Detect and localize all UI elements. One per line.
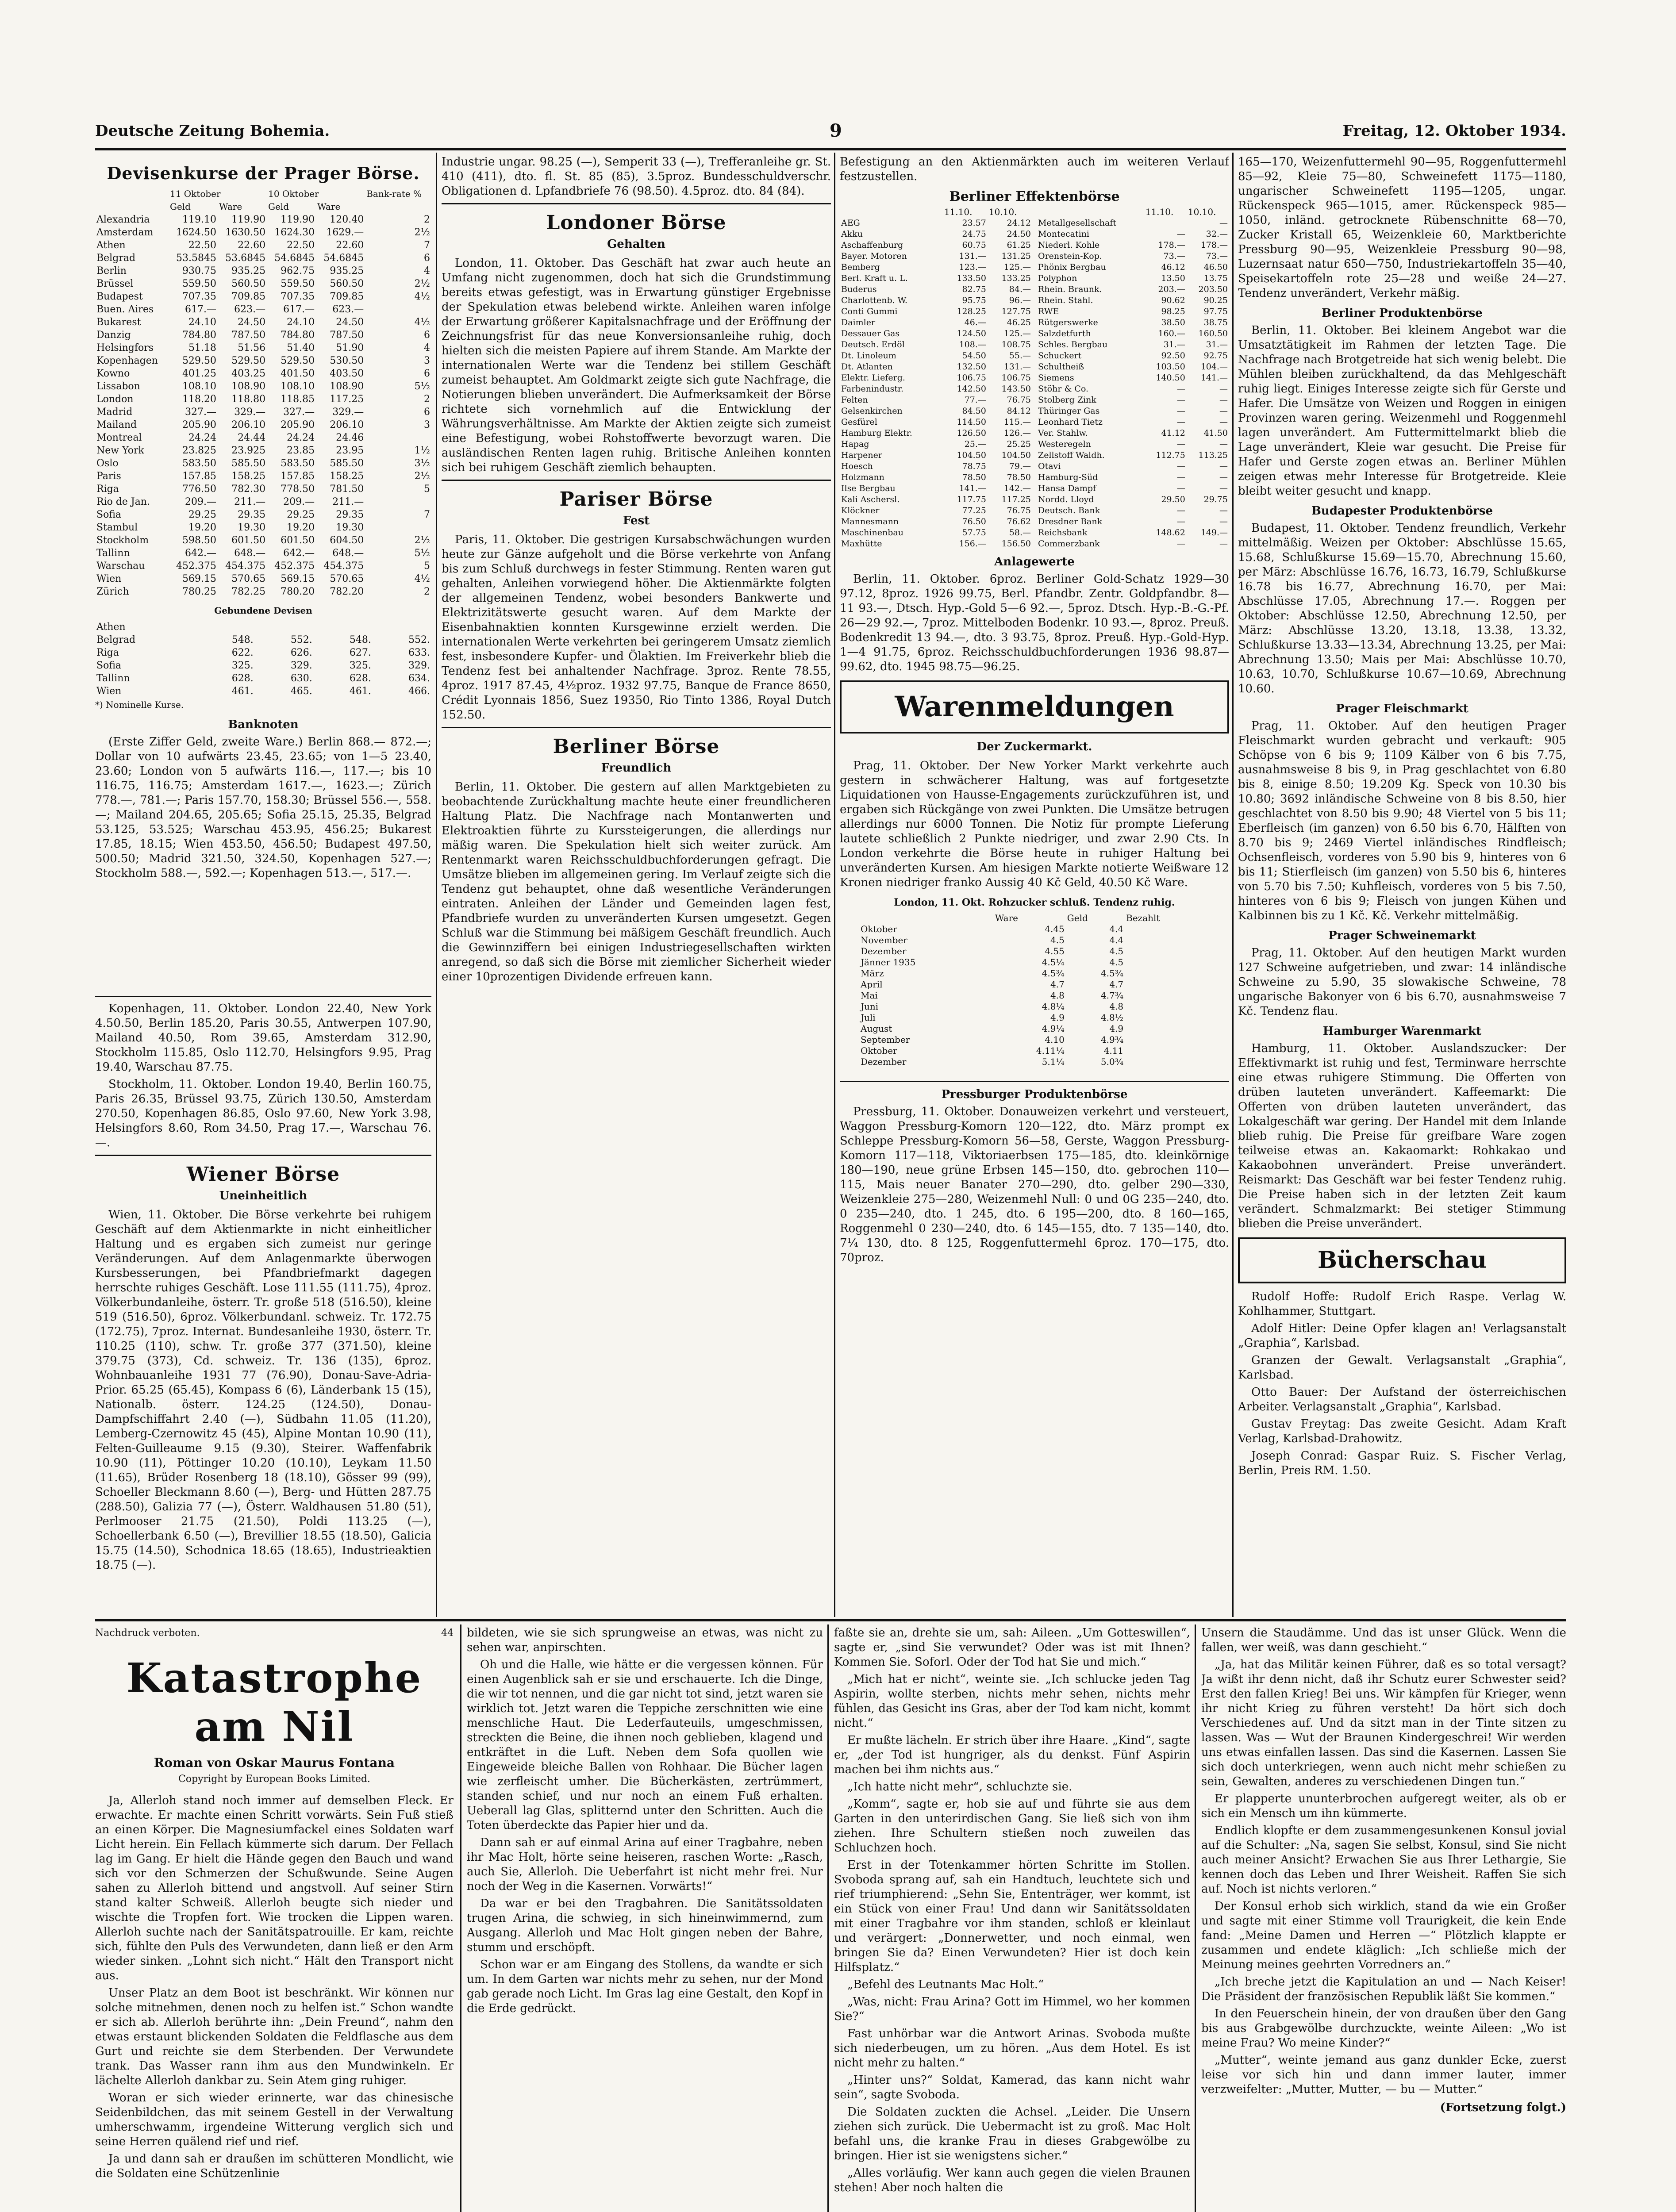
effekten-row: Phönix Bergbau 46.12 46.50 xyxy=(1038,262,1228,272)
london-text: London, 11. Oktober. Das Geschäft hat zwar auch heute an Umfang nicht zugenommen, doch hat sich die Grundstimmung bereits etwas gefestigt, was in Erwartung günstiger Ergebnisse der Spekulation etwas belebend wirkte. Anleihen waren infolge der Erwartung größerer Kapitalsnachfrage und der Eröffnung der Zeichnungsfrist für das neue Konversionsanleihe ruhig, doch hielten sich die meisten Papiere auf ihrem Stande. Am Markte der internationalen Werte war die Tendenz bei stillem Geschäft zumeist behauptet. Am Goldmarkt zeigte sich gute Nachfrage, die Notierungen blieben unverändert. Die Aufmerksamkeit der Börse richtete sich vornehmlich auf die Entwicklung der Währungsverhältnisse. Am Markte der Aktien zeigte sich zumeist eine Befestigung, wobei Rohstoffwerte bevorzugt waren. Die ausländischen Renten lagen ruhig. Britische Anleihen konnten sich bei ruhigem Geschäft ziemlich behaupten. xyxy=(442,257,831,474)
effekten-row: Rhein. Stahl. 90.62 90.25 xyxy=(1038,296,1228,305)
devisen-row: Mailand 205.90 206.10 205.90 206.10 3 xyxy=(96,419,430,430)
berlin-text: Berlin, 11. Oktober. Die gestern auf allen Marktgebieten zu beobachtende Zurückhaltung machte heute einer freundlicheren Haltung Platz. Die Nachfrage nach Montanwerten und Elektroaktien führte zu Kurssteigerungen, die allerdings nur mäßig waren. Die Spekulation hielt sich weiter zurück. Am Rentenmarkt waren Reichsschuldbuchforderungen gefragt. Die Umsätze blieben im allgemeinen gering. Im Verlauf zeigte sich die Tendenz gut behauptet, ohne daß wesentliche Veränderungen eintraten. Anleihen der Länder und Gemeinden lagen fest, Pfandbriefe wurden zu unveränderten Kursen umgesetzt. Gegen Schluß war die Stimmung bei mäßigem Geschäft freundlich. Auch die Gewinnziffern bei einigen Industriegesellschaften wirkten anregend, so daß sich die Börse mit ziemlicher Sicherheit wieder einer 10prozentigen Dividende erfreuen kann. xyxy=(442,780,831,983)
novel-paragraph: „Alles vorläufig. Wer kann auch gegen die vielen Braunen stehen! Aber noch halten die xyxy=(834,2166,1190,2194)
column-divider xyxy=(834,153,835,1617)
newspaper-name: Deutsche Zeitung Bohemia. xyxy=(95,122,330,140)
effekten-row: Mannesmann 76.50 76.62 xyxy=(841,517,1031,526)
novel-paragraph: Da war er bei den Tragbahren. Die Sanitätssoldaten trugen Arina, die schwieg, in sich hineinwimmernd, zum Ausgang. Allerloh und Mac Holt gingen neben der Bahre, stumm und erschöpft. xyxy=(467,1897,823,1954)
novel-paragraph: „Ja, hat das Militär keinen Führer, daß es so total versagt? Ja wißt ihr denn nicht, daß ihr Schutz eurer Schwester seid? Erst den fallen Krieg! Bei uns. Wir kämpfen für Krieger, wenn ihr nicht Krieg zu führen versteht! Da hört sich doch Verschiedenes auf. Und da sitzt man in der Tinte sitzen zu lassen. Was — Wut der Braunen Kindergeschrei! Wir werden uns etwas einfallen lassen. Das sind die Kasernen. Lassen Sie sich doch unterkriegen, wenn auch nicht mehr schießen zu sein, Gewalten, anderes zu verschiedenen Dingen tun.“ xyxy=(1201,1658,1566,1788)
novel-paragraph: Ja, Allerloh stand noch immer auf demselben Fleck. Er erwachte. Er machte einen Schritt vorwärts. Sein Fuß stieß an einen Körper. Die Magnesiumfackel eines Soldaten warf Licht herein. Ein Fellach kümmerte sich darum. Der Fellach lag im Gang. Er hielt die Hände gegen den Bauch und wand sich vor den Schmerzen der Schußwunde. Seine Augen sahen zu Allerloh bittend und angstvoll. Auf seiner Stirn stand kalter Schweiß. Allerloh beugte sich nieder und wischte die Tropfen fort. Wie trocken die Lippen waren. Allerloh suchte nach der Sanitätspatrouille. Er kam, reichte sich, fühlte den Puls des Verwundeten, dann ließ er den Arm wieder sinken. „Lohnt sich nicht.“ Hält den Transport nicht aus. xyxy=(95,1794,454,1982)
effekten-row: Stolberg Zink — — xyxy=(1038,395,1228,405)
column-divider xyxy=(1195,1624,1196,2212)
section-rule xyxy=(95,1619,1566,1621)
devisen-row: Brüssel 559.50 560.50 559.50 560.50 2½ xyxy=(96,278,430,289)
novel-paragraph: „Ich breche jetzt die Kapitulation an und — Nach Keiser! Die Präsident der französischen Republik läßt Sie kommen.“ xyxy=(1201,1975,1566,2003)
column-divider xyxy=(460,1624,461,2212)
effekten-row: Kali Aschersl. 117.75 117.25 xyxy=(841,495,1031,504)
effekten-row: Salzdetfurth 160.— 160.50 xyxy=(1038,329,1228,338)
novel-paragraph: „Was, nicht: Frau Arina? Gott im Himmel, wo her kommen Sie?“ xyxy=(834,1995,1190,2023)
buecher-box xyxy=(1238,1237,1566,1283)
effekten-row: Schuckert 92.50 92.75 xyxy=(1038,351,1228,361)
stockholm-text: Stockholm, 11. Oktober. London 19.40, Berlin 160.75, Paris 26.35, Brüssel 93.75, Zürich 130.50, Amsterdam 270.50, Kopenhagen 86.85, Oslo 97.60, New York 3.98, Helsingfors 8.60, Rom 34.50, Prag 17.—, Warschau 76.—. xyxy=(95,1078,431,1149)
devisen-row: Riga 776.50 782.30 778.50 781.50 5 xyxy=(96,484,430,495)
novel-paragraph: Der Konsul erhob sich wirklich, stand da wie ein Großer und sagte mit einer Stimme voll Traurigkeit, die kein Ende fand: „Meine Damen und Herren —“ Plötzlich klappte er zusammen und endete kläglich: „Ich schließe mich der Meinung meines geehrten Vorredners an.“ xyxy=(1201,1900,1566,1971)
continuation-note: (Fortsetzung folgt.) xyxy=(1440,2101,1566,2114)
effekten-row: Bemberg 123.— 125.— xyxy=(841,262,1031,272)
column-divider xyxy=(827,1624,829,2212)
book-entry: Granzen der Gewalt. Verlagsanstalt „Graphia“, Karlsbad. xyxy=(1238,1354,1566,1382)
novel-paragraph: Schon war er am Eingang des Stollens, da wandte er sich um. In dem Garten war nichts mehr zu sehen, nur der Mond gab gerade noch Licht. Im Gras lag eine Gestalt, den Kopf in die Erde gedrückt. xyxy=(467,1958,823,2015)
effekten-row: Otavi — — xyxy=(1038,461,1228,471)
effekten-row: Holzmann 78.50 78.50 xyxy=(841,472,1031,482)
zucker-row: Juli 4.9 4.8½ xyxy=(861,1012,1124,1023)
column-divider xyxy=(1232,153,1234,1617)
novel-paragraph: bildeten, wie sie sich sprungweise an etwas, was nicht zu sehen war, anpirschten. xyxy=(467,1626,823,1654)
column-produkten xyxy=(1238,155,1566,1615)
novel-paragraph: Oh und die Halle, wie hätte er die vergessen können. Für einen Augenblick sah er sie und erschauerte. Ich die Dinge, die wir tot nennen, und die gar nicht tot sind, jetzt waren sie wirklich tot. Jetzt waren die Teppiche zerschnitten wie eine menschliche Haut. Die Lederfauteuils, umgeschmissen, streckten die Beine, die ihnen noch geblieben, klagend und entkräftet in die Luft. Neben dem Sofa quollen wie Eingeweide bleiche Ballen von Rohhaar. Die Bücher lagen wie zerfleischt umher. Die Bücherkästen, zertrümmert, standen schief, und nur noch an einem Fuß erhalten. Ueberall lag Glas, splitternd unter den Schritten. Auch die Toten überdeckte das Papier hier und da. xyxy=(467,1658,823,1832)
devisen-row: Lissabon 108.10 108.90 108.10 108.90 5½ xyxy=(96,381,430,392)
gebundene-row: Athen xyxy=(96,622,126,633)
novel-paragraph: Fast unhörbar war die Antwort Arinas. Svoboda mußte sich niederbeugen, um zu hören. „Aus dem Hotel. Es ist nicht mehr zu halten.“ xyxy=(834,2027,1190,2070)
budapest-text: Budapest, 11. Oktober. Tendenz freundlich, Verkehr mittelmäßig. Weizen per Oktober: Abschlüsse 15.65, 15.68, Schlußkurse 15.69—15.70, Abrechnung 15.60, per März: Abschlüsse 16.76, 16.73, 16.79, Schlußkurse 16.78 bis 16.77, Abrechnung 16.70, per Mai: Abschlüsse 17.05, Abrechnung 17.—. Roggen per Oktober: Abschlüsse 12.50, Abrechnung 12.50, per März: Abschlüsse 13.20, 13.18, 13.38, 13.32, Schlußkurse 13.33—13.34, Abrechnung 13.25, per Mai: Abrechnung 13.50; Mais per Mai: Abschlüsse 10.70, 10.63, 10.70, Schlußkurse 10.67—10.69, Abrechnung 10.60. xyxy=(1238,522,1566,695)
effekten-title: Berliner Effektenbörse xyxy=(949,189,1120,204)
effekten-row: Rhein. Braunk. 203.— 203.50 xyxy=(1038,284,1228,294)
kopenhagen-text: Kopenhagen, 11. Oktober. London 22.40, New York 4.50.50, Berlin 185.20, Paris 30.55, Antwerpen 107.90, Mailand 40.50, Rom 39.65, Amsterdam 312.90, Stockholm 115.85, Oslo 112.70, Helsingfors 9.95, Prag 19.40, Warschau 87.75. xyxy=(95,1002,431,1074)
novel-copyright: Copyright by European Books Limited. xyxy=(178,1774,370,1785)
zucker-row: Oktober 4.45 4.4 xyxy=(861,924,1124,934)
fleisch-title: Prager Fleischmarkt xyxy=(1336,702,1468,715)
novel-paragraph: Ja und dann sah er draußen im schütteren Mondlicht, wie die Soldaten eine Schützenlinie xyxy=(95,2152,454,2180)
devisen-row: London 118.20 118.80 118.85 117.25 2 xyxy=(96,394,430,405)
issue-date: Freitag, 12. Oktober 1934. xyxy=(1342,122,1566,140)
novel-column-2 xyxy=(467,1626,823,2212)
effekten-left: 11.10. 10.10. AEG 23.57 24.12 Akku 24.75 24.50 Aschaffenburg 60.75 61.25 Bayer. Motoren 131.— 131.25 Bemberg 123.— 125.— Berl. Kraft u. L. 133.50 133.25 Buderus 82.75 84.— Charlottenb. W. 95.75 96.— Conti Gummi 128.25 127.75 Daimler 46.— 46.25 Dessauer Gas 124.50 125.— Deutsch. Erdöl 108.— 108.75 Dt. Linoleum 54.50 55.— Dt. Atlanten 132.50 131.— Elektr. Lieferg. 106.75 106.75 Farbenindustr. 142.50 143.50 Felten 77.— 76.75 Gelsenkirchen 84.50 84.12 Gesfürel 114.50 115.— Hamburg Elektr. 126.50 126.— Hapag 25.— 25.25 Harpener 104.50 104.50 Hoesch 78.75 79.— Holzmann 78.50 78.50 Ilse Bergbau 141.— 142.— Kali Aschersl. 117.75 117.25 Klöckner 77.25 76.75 Mannesmann 76.50 76.62 Maschinenbau 57.75 58.— Maxhütte 156.— 156.50 xyxy=(840,207,1032,549)
book-entry: Adolf Hitler: Deine Opfer klagen an! Verlagsanstalt „Graphia“, Karlsbad. xyxy=(1238,1322,1566,1350)
novel-paragraph: In den Feuerschein hinein, der von draußen über den Gang bis aus Grabgewölbe durchzuckte, weinte Aileen: „Wo ist meine Frau? Wo meine Kinder?“ xyxy=(1201,2007,1566,2050)
effekten-tables xyxy=(840,207,1229,549)
pressburg-title: Pressburger Produktenbörse xyxy=(941,1088,1128,1101)
book-entry: Joseph Conrad: Gaspar Ruiz. S. Fischer Verlag, Berlin, Preis RM. 1.50. xyxy=(1238,1449,1566,1477)
hamburg-title: Hamburger Warenmarkt xyxy=(1322,1025,1482,1038)
wien-sub: Uneinheitlich xyxy=(219,1189,308,1202)
effekten-row: Klöckner 77.25 76.75 xyxy=(841,506,1031,515)
zucker-row: Dezember 5.1¼ 5.0¾ xyxy=(861,1056,1124,1067)
zucker-row: Jänner 1935 4.5¼ 4.5 xyxy=(861,957,1124,968)
anlage-title: Anlagewerte xyxy=(994,555,1075,568)
banknoten-title: Banknoten xyxy=(228,718,299,731)
devisen-row: Wien 569.15 570.65 569.15 570.65 4½ xyxy=(96,573,430,584)
london-title: Londoner Börse xyxy=(546,211,727,234)
effekten-row: Harpener 104.50 104.50 xyxy=(841,450,1031,460)
devisen-row: Buen. Aires 617.— 623.— 617.— 623.— xyxy=(96,304,364,315)
effekten-row: Gelsenkirchen 84.50 84.12 xyxy=(841,406,1031,416)
zucker-row: März 4.5¾ 4.5¾ xyxy=(861,968,1124,979)
book-entry: Rudolf Hoffe: Rudolf Erich Raspe. Verlag W. Kohlhammer, Stuttgart. xyxy=(1238,1290,1566,1318)
effekten-row: Daimler 46.— 46.25 xyxy=(841,318,1031,327)
devisen-row: Danzig 784.80 787.50 784.80 787.50 6 xyxy=(96,330,430,341)
effekten-row: Berl. Kraft u. L. 133.50 133.25 xyxy=(841,273,1031,283)
effekten-row: Polyphon 13.50 13.75 xyxy=(1038,273,1228,283)
effekten-row: Elektr. Lieferg. 106.75 106.75 xyxy=(841,373,1031,383)
novel-title: Katastrophe am Nil xyxy=(126,1654,423,1751)
column-boersen xyxy=(442,155,831,1615)
column-effekten xyxy=(840,155,1229,1615)
devisen-row: Budapest 707.35 709.85 707.35 709.85 4½ xyxy=(96,291,430,302)
devisen-row: Belgrad 53.5845 53.6845 54.6845 54.6845 6 xyxy=(96,253,430,264)
fleisch-text: Prag, 11. Oktober. Auf den heutigen Prager Fleischmarkt wurden gebracht und verkauft: 905 Schöpse von 6 bis 9; 1109 Kälber von 6 bis 7.75, ausnahmsweise 8 bis 9, in Prag geschlachtet von 6.80 bis 8, einige 8.50; 19.209 Kg. Speck von 10.30 bis 10.80; 3692 inländische Schweine von 8 bis 8.50, hier geschlachtet von 8.50 bis 9.90; 48 Viertel von 5 bis 11; Eberfleisch (im ganzen) von 6.50 bis 6.70, Hälften von 8.70 bis 9; 2469 Viertel inländisches Rindfleisch; Ochsenfleisch, vorderes von 5.90 bis 9, hinteres von 6 bis 11; Stierfleisch (im ganzen) von 5.50 bis 6, hinteres von 5.70 bis 7.50; Kuhfleisch, vorderes von 5 bis 7.50, hinteres von 6 bis 9; Fleisch von jungen Kühen und Kalbinnen bis zu 1 Kč. Kč. Verkehr mittelmäßig. xyxy=(1238,719,1566,922)
buecher-list xyxy=(1238,1290,1566,1478)
waren-box xyxy=(840,680,1229,733)
reprint-note: Nachdruck verboten. xyxy=(95,1628,200,1639)
banknoten-text: (Erste Ziffer Geld, zweite Ware.) Berlin 868.— 872.—; Dollar von 10 aufwärts 23.45, 23.65; von 1—5 23.40, 23.60; London von 5 aufwärts 116.—, 117.—; bis 10 116.75, 116.75; Amsterdam 1617.—, 1623.—; Zürich 778.—, 781.—; Paris 157.70, 158.30; Brüssel 556.—, 558.—; Mailand 204.65, 205.65; Sofia 25.15, 25.35, Belgrad 53.125, 53.525; Warschau 453.95, 456.25; Bukarest 17.85, 18.15; Wien 453.50, 456.50; Budapest 497.50, 500.50; Madrid 321.50, 324.50, Kopenhagen 527.—; Stockholm 588.—, 592.—; Kopenhagen 513.—, 517.—. xyxy=(95,735,431,880)
devisen-row: Tallinn 642.— 648.— 642.— 648.— 5½ xyxy=(96,548,430,559)
effekten-row: Ver. Stahlw. 41.12 41.50 xyxy=(1038,428,1228,438)
effekten-row: AEG 23.57 24.12 xyxy=(841,218,1031,228)
novel-paragraph: „Ich hatte nicht mehr“, schluchzte sie. xyxy=(847,1780,1072,1793)
devisen-row: Berlin 930.75 935.25 962.75 935.25 4 xyxy=(96,265,430,276)
effekten-row: Buderus 82.75 84.— xyxy=(841,284,1031,294)
effekten-row: Aschaffenburg 60.75 61.25 xyxy=(841,240,1031,250)
zucker-row: Juni 4.8¼ 4.8 xyxy=(861,1001,1124,1012)
effekten-row: Hamburg-Süd — — xyxy=(1038,472,1228,482)
gebundene-row: Belgrad 548. 552. 548. 552. xyxy=(96,634,430,645)
effekten-row: Thüringer Gas — — xyxy=(1038,406,1228,416)
effekten-row: Nordd. Lloyd 29.50 29.75 xyxy=(1038,495,1228,504)
devisen-row: Athen 22.50 22.60 22.50 22.60 7 xyxy=(96,240,430,251)
zucker-text: Prag, 11. Oktober. Der New Yorker Markt verkehrte auch gestern in schwächerer Haltung, was auf fortgesetzte Liquidationen von Hausse-Engagements zurückzuführen ist, und ergaben sich Rückgänge von zwei Punkten. Die Umsätze betrugen allerdings nur 6000 Tonnen. Die Notiz für prompte Lieferung lautete schließlich 2 Punkte niedriger, und zwar 2.90 Cts. In London verkehrte die Börse heute in ruhiger Haltung bei unveränderten Kursen. Am hiesigen Markte notierte Weißware 12 Kronen niedriger franko Aussig 40 Kč Geld, 40.50 Kč Ware. xyxy=(840,759,1229,889)
page-number: 9 xyxy=(830,120,842,141)
novel-paragraph: „Mutter“, weinte jemand aus ganz dunkler Ecke, zuerst leise vor sich hin und dann immer lauter, immer verzweifelter: „Mutter, Mutter, — bu — Mutter.“ xyxy=(1201,2054,1566,2096)
novel-paragraph: Die Soldaten zuckten die Achsel. „Leider. Die Unsern ziehen sich zurück. Die Uebermacht ist zu groß. Mac Holt befahl uns, die kranke Frau in dieses Grabgewölbe zu bringen. Hier ist sie wenigstens sicher.“ xyxy=(834,2105,1190,2162)
zucker-row: August 4.9¼ 4.9 xyxy=(861,1023,1124,1034)
effekten-row: Zellstoff Waldh. 112.75 113.25 xyxy=(1038,450,1228,460)
devisen-row: Madrid 327.— 329.— 327.— 329.— 6 xyxy=(96,407,430,418)
effekten-row: Akku 24.75 24.50 xyxy=(841,229,1031,239)
column-divider xyxy=(436,153,437,1617)
effekten-row: Maxhütte 156.— 156.50 xyxy=(841,539,1031,549)
effekten-row: Schles. Bergbau 31.— 31.— xyxy=(1038,340,1228,349)
zucker-row: April 4.7 4.7 xyxy=(861,979,1124,990)
effekten-row: Charlottenb. W. 95.75 96.— xyxy=(841,296,1031,305)
effekten-row: Siemens 140.50 141.— xyxy=(1038,373,1228,383)
novel-paragraph: „Befehl des Leutnants Mac Holt.“ xyxy=(847,1978,1044,1991)
novel-column-1 xyxy=(95,1626,454,2212)
effekten-row: Maschinenbau 57.75 58.— xyxy=(841,528,1031,538)
novel-paragraph: Er plapperte ununterbrochen aufgeregt weiter, als ob er sich ein Mensch um ihn kümmerte. xyxy=(1201,1792,1566,1820)
effekten-row: Bayer. Motoren 131.— 131.25 xyxy=(841,251,1031,261)
effekten-row: Deutsch. Bank — — xyxy=(1038,506,1228,515)
paris-text: Paris, 11. Oktober. Die gestrigen Kursabschwächungen wurden heute zur Gänze aufgeholt und die Börse verkehrte von Anfang bis zum Schluß durchwegs in fester Stimmung. Renten waren gut gehalten, Anleihen vorwiegend höher. Die Aktienmärkte folgten der allgemeinen Tendenz, wobei besonders Bankwerte und Elektrizitätswerte gesucht waren. Auf dem Markte der Eisenbahnaktien konnten Kursgewinne erzielt werden. Die internationalen Werte verkehrten bei geringerem Umsatz ziemlich fest, insbesondere Kupfer- und Ölaktien. Im Freiverkehr blieb die Tendenz fest bei anhaltender Nachfrage. 3proz. Rente 78.55, 4proz. 1917 87.45, 4½proz. 1932 97.75, Banque de France 8650, Crédit Lyonnais 1856, Suez 19350, Rio Tinto 1386, Royal Dutch 152.50. xyxy=(442,533,831,722)
effekten-row: Orenstein-Kop. 73.— 73.— xyxy=(1038,251,1228,261)
gebundene-table xyxy=(95,621,431,698)
effekten-row: Dt. Atlanten 132.50 131.— xyxy=(841,362,1031,372)
effekten-row: Conti Gummi 128.25 127.75 xyxy=(841,307,1031,316)
novel-paragraph: Endlich klopfte er dem zusammengesunkenen Konsul jovial auf die Schulter: „Na, sagen Sie selbst, Konsul, sind Sie nicht auch meiner Ansicht? Erwachen Sie aus Ihrer Lethargie, Sie kennen doch das Leben und Ihrer Weisheit. Raffen Sie sich auf. Noch ist nichts verloren.“ xyxy=(1201,1824,1566,1896)
effekten-right: 11.10. 10.10. Metallgesellschaft — Montecatini — 32.— Niederl. Kohle 178.— 178.— Orenstein-Kop. 73.— 73.— Phönix Bergbau 46.12 46.50 Polyphon 13.50 13.75 Rhein. Braunk. 203.— 203.50 Rhein. Stahl. 90.62 90.25 RWE 98.25 97.75 Rütgerswerke 38.50 38.75 Salzdetfurth 160.— 160.50 Schles. Bergbau 31.— 31.— Schuckert 92.50 92.75 Schultheiß 103.50 104.— Siemens 140.50 141.— Stöhr & Co. — — Stolberg Zink — — Thüringer Gas — — Leonhard Tietz — — Ver. Stahlw. 41.12 41.50 Westeregeln — — Zellstoff Waldh. 112.75 113.25 Otavi — — Hamburg-Süd — — Hansa Dampf — — Nordd. Lloyd 29.50 29.75 Deutsch. Bank — — Dresdner Bank — — Reichsbank 148.62 149.— Commerzbank — — xyxy=(1037,207,1229,549)
zucker-london-title: London, 11. Okt. Rohzucker schluß. Tendenz ruhig. xyxy=(894,897,1175,908)
zucker-row: September 4.10 4.9¾ xyxy=(861,1034,1124,1045)
effekten-row: Farbenindustr. 142.50 143.50 xyxy=(841,384,1031,394)
devisen-row: Bukarest 24.10 24.50 24.10 24.50 4½ xyxy=(96,317,430,328)
berlin-title: Berliner Börse xyxy=(553,735,720,758)
devisen-row: Stockholm 598.50 601.50 601.50 604.50 2½ xyxy=(96,535,430,546)
wien-text: Wien, 11. Oktober. Die Börse verkehrte bei ruhigem Geschäft auf dem Aktienmarkte in nicht einheitlicher Haltung und es ergaben sich zumeist nur geringe Veränderungen. Auf dem Anlagenmarkte überwogen Kursbesserungen, bei Pfandbriefmarkt dagegen herrschte ruhiges Geschäft. Lose 111.55 (111.75), 4proz. Völkerbundanleihe, österr. Tr. große 518 (516.50), kleine 519 (516.50), 6proz. Völkerbundanl. schweiz. Tr. 172.75 (172.75), 7proz. Internat. Bundesanleihe 1930, österr. Tr. 110.25 (110), schw. Tr. große 377 (371.50), kleine 379.75 (373), Cd. schweiz. Tr. 136 (135), 6proz. Wohnbauanleihe 1931 77 (76.90), Donau-Save-Adria-Prior. 65.25 (65.45), Kompass 6 (6), Länderbank 15 (15), Nationalb. österr. 124.25 (124.50), Donau-Dampfschiffahrt 2.40 (—), Südbahn 11.05 (11.20), Lemberg-Czernowitz 45 (45), Alpine Montan 10.90 (11), Felten-Guilleaume 9.15 (9.30), Steirer. Waffenfabrik 10.90 (11), Pöttinger 10.20 (10.10), Leykam 11.50 (11.65), Brüder Rosenberg 18 (18.10), Gösser 99 (99), Schoeller Bleckmann 8.60 (—), Berg- und Hütten 287.75 (288.50), Galizia 77 (—), Österr. Waldhausen 51.80 (51), Perlmooser 21.75 (21.50), Poldi 113.25 (—), Schoellerbank 6.50 (—), Brevillier 18.55 (18.50), Galicia 15.75 (14.50), Schodnica 18.65 (18.65), Industrieaktien 18.75 (—). xyxy=(95,1208,431,1572)
gebundene-title: Gebundene Devisen xyxy=(214,605,312,616)
novel-column-3 xyxy=(834,1626,1190,2212)
effekten-row: Hamburg Elektr. 126.50 126.— xyxy=(841,428,1031,438)
effekten-row: Schultheiß 103.50 104.— xyxy=(1038,362,1228,372)
book-entry: Gustav Freytag: Das zweite Gesicht. Adam Kraft Verlag, Karlsbad-Drahowitz. xyxy=(1238,1417,1566,1445)
effekten-row: Rütgerswerke 38.50 38.75 xyxy=(1038,318,1228,327)
zucker-table: Ware Geld Bezahlt Oktober 4.45 4.4 November 4.5 4.4 Dezember 4.55 4.5 Jänner 1935 4.5¼ 4.5 März 4.5¾ 4.5¾ April 4.7 4.7 Mai 4.8 4.7¾ Juni 4.8¼ 4.8 Juli 4.9 4.8½ August 4.9¼ 4.9 September 4.10 4.9¾ Oktober 4.11¼ 4.11 Dezember 5.1¼ 5.0¾ xyxy=(859,913,1210,1068)
novel-paragraph: „Komm“, sagte er, hob sie auf und führte sie aus dem Garten in den unterirdischen Gang. Sie ließ sich von ihm ziehen. Ihre Schultern stießen noch zuweilen das Schluchzen hoch. xyxy=(834,1797,1190,1855)
wien-title: Wiener Börse xyxy=(186,1163,340,1186)
devisen-row: Paris 157.85 158.25 157.85 158.25 2½ xyxy=(96,471,430,482)
devisen-row: Rio de Jan. 209.— 211.— 209.— 211.— xyxy=(96,496,364,507)
buecher-title: Bücherschau xyxy=(1318,1247,1487,1274)
effekten-row: Hoesch 78.75 79.— xyxy=(841,461,1031,471)
effekten-row: RWE 98.25 97.75 xyxy=(1038,307,1228,316)
devisen-row: Alexandria 119.10 119.90 119.90 120.40 2 xyxy=(96,214,430,225)
gebundene-row: Sofia 325. 329. 325. 329. xyxy=(96,660,430,671)
gebundene-row: Riga 622. 626. 627. 633. xyxy=(96,647,430,658)
gebundene-row: Wien 461. 465. 461. 466. xyxy=(96,686,430,697)
devisen-row: Helsingfors 51.18 51.56 51.40 51.90 4 xyxy=(96,342,430,353)
effekten-row: Reichsbank 148.62 149.— xyxy=(1038,528,1228,538)
berlin-sub: Freundlich xyxy=(601,761,672,775)
zucker-sub: Der Zuckermarkt. xyxy=(976,740,1092,753)
nominal-note: *) Nominelle Kurse. xyxy=(95,699,184,710)
novel-paragraph: Woran er sich wieder erinnerte, war das chinesische Seidenbildchen, das mit seinem Gestell in der Verwaltung umherschwamm, irgendeine Witterung verglich sich und seine Herren quälend rief und rief. xyxy=(95,2091,454,2148)
berlin-produkten-title: Berliner Produktenbörse xyxy=(1322,307,1483,320)
effekten-row: Dresdner Bank — — xyxy=(1038,517,1228,526)
book-entry: Otto Bauer: Der Aufstand der österreichischen Arbeiter. Verlagsanstalt „Graphia“, Karlsbad. xyxy=(1238,1386,1566,1413)
devisen-row: Warschau 452.375 454.375 452.375 454.375 5 xyxy=(96,561,430,572)
devisen-row: Stambul 19.20 19.30 19.20 19.30 xyxy=(96,522,364,533)
devisen-title: Devisenkurse der Prager Börse. xyxy=(107,163,420,183)
devisen-row: Zürich 780.25 782.25 780.20 782.20 2 xyxy=(96,586,430,597)
effekten-row: Hapag 25.— 25.25 xyxy=(841,439,1031,449)
zucker-row: November 4.5 4.4 xyxy=(861,935,1124,945)
novel-paragraph: Unsern die Staudämme. Und das ist unser Glück. Wenn die fallen, wer weiß, was dann geschieht.“ xyxy=(1201,1626,1566,1654)
header-rule xyxy=(95,148,1566,150)
novel-paragraph: „Mich hat er nicht“, weinte sie. „Ich schlucke jeden Tag Aspirin, wollte sterben, nichts mehr sehen, nichts mehr fühlen, das Gesicht ins Gras, aber der Tod kam nicht, kommt nicht.“ xyxy=(834,1673,1190,1730)
effekten-row: Stöhr & Co. — — xyxy=(1038,384,1228,394)
effekten-row: Ilse Bergbau 141.— 142.— xyxy=(841,484,1031,493)
novel-column-4 xyxy=(1201,1626,1566,2212)
zucker-row: Oktober 4.11¼ 4.11 xyxy=(861,1045,1124,1056)
effekten-row: Niederl. Kohle 178.— 178.— xyxy=(1038,240,1228,250)
effekten-row: Dessauer Gas 124.50 125.— xyxy=(841,329,1031,338)
hamburg-text: Hamburg, 11. Oktober. Auslandszucker: Der Effektivmarkt ist ruhig und fest, Terminware herrschte eine etwas ruhigere Stimmung. Die Offerten von drüben lauteten unverändert. Kaffeemarkt: Die Offerten von drüben lauteten unverändert, das Lokalgeschäft war gering. Der Handel mit dem Inlande blieb ruhig. Die Preise für greifbare Ware zogen teilweise etwas an. Kakaomarkt: Rohkakao und Kakaobohnen unverändert. Preise unverändert. Reismarkt: Das Geschäft war bei fester Tendenz ruhig. Die Preise haben sich in der letzten Zeit kaum verändert. Schmalzmarkt: Bei stetiger Stimmung blieben die Preise unverändert. xyxy=(1238,1042,1566,1230)
devisen-row: Montreal 24.24 24.44 24.24 24.46 xyxy=(96,432,364,443)
novel-paragraph: „Hinter uns?“ Soldat, Kamerad, das kann nicht wahr sein“, sagte Svoboda. xyxy=(834,2074,1190,2101)
anlage-text: Berlin, 11. Oktober. 6proz. Berliner Gold-Schatz 1929—30 97.12, 8proz. 1926 99.75, Berl. Pfandbr. Zentr. Goldpfandbr. 8—11 93.—, Dtsch. Hyp.-Gold 5—6 92.—, 5proz. Dtsch. Hyp.-B.-G.-Pf. 26—29 92.—, 7proz. Mittelboden Bodenkr. 10 93.—, 8proz. Preuß. Bodenkredit 13 94.—, dto. 3 93.75, 8proz. Preuß. Hyp.-Gold-Hyp. 1—4 91.75, 6proz. Reichsschuldbuchforderungen 1936 98.87—99.62, dto. 1945 98.75—96.25. xyxy=(840,572,1229,673)
devisen-row: Amsterdam 1624.50 1630.50 1624.30 1629.— 2½ xyxy=(96,227,430,238)
novel-paragraph: Dann sah er auf einmal Arina auf einer Tragbahre, neben ihr Mac Holt, hörte seine heiseren, raschen Worte: „Rasch, auch Sie, Allerloh. Die Ueberfahrt ist nicht mehr frei. Nur noch der Weg in die Kasernen. Vorwärts!“ xyxy=(467,1836,823,1893)
installment-number: 44 xyxy=(441,1628,454,1639)
novel-paragraph: Er mußte lächeln. Er strich über ihre Haare. „Kind“, sagte er, „der Tod ist hungriger, als du denkst. Fünf Aspirin machen bei ihm nichts aus.“ xyxy=(834,1734,1190,1776)
effekten-intro: Befestigung an den Aktienmärkten auch im weiteren Verlauf festzustellen. xyxy=(840,155,1229,183)
novel-paragraph: faßte sie an, drehte sie um, sah: Aileen. „Um Gotteswillen“, sagte er, „sind Sie verwundet? Oder was ist mit Ihnen? Kommen Sie. Soforl. Oder der Tod hat Sie und mich.“ xyxy=(834,1626,1190,1669)
paris-title: Pariser Börse xyxy=(559,488,713,511)
novel-byline: Roman von Oskar Maurus Fontana xyxy=(154,1755,395,1770)
page-header xyxy=(95,114,1566,145)
effekten-row: Felten 77.— 76.75 xyxy=(841,395,1031,405)
effekten-row: Westeregeln — — xyxy=(1038,439,1228,449)
zucker-row: Dezember 4.55 4.5 xyxy=(861,946,1124,956)
devisen-row: Kowno 401.25 403.25 401.50 403.50 6 xyxy=(96,368,430,379)
paris-sub: Fest xyxy=(623,514,650,527)
column-devisen xyxy=(95,155,431,1615)
effekten-row: Dt. Linoleum 54.50 55.— xyxy=(841,351,1031,361)
novel-paragraph: Erst in der Totenkammer hörten Schritte im Stollen. Svoboda sprang auf, sah ein Handtuch, leuchtete sich und rief triumphierend: „Sehn Sie, Ententräger, wer kommt, ist ein Stück von einer Frau! Und dann wir Sanitätssoldaten mit einer Tragbahre vor ihm standen, schloß er kleinlaut und verärgert: „Donnerwetter, und noch einmal, wen bringen Sie da? Einen Verwundeten? Hier ist doch kein Hilfsplatz.“ xyxy=(834,1859,1190,1974)
schweine-title: Prager Schweinemarkt xyxy=(1328,929,1476,942)
devisen-table: 11 Oktober 10 Oktober Bank-rate % Geld Ware Geld Ware Alexandria 119.10 119.90 119.90 120.40 2 Amsterdam 1624.50 1630.50 1624.30 1629.— 2½ Athen 22.50 22.60 22.50 22.60 7 Belgrad 53.5845 53.6845 54.6845 54.6845 6 Berlin 930.75 935.25 962.75 935.25 4 Brüssel 559.50 560.50 559.50 560.50 2½ Budapest 707.35 709.85 707.35 709.85 4½ Buen. Aires 617.— 623.— 617.— 623.— Bukarest 24.10 24.50 24.10 24.50 4½ Danzig 784.80 787.50 784.80 787.50 6 Helsingfors 51.18 51.56 51.40 51.90 4 Kopenhagen 529.50 529.50 529.50 530.50 3 Kowno 401.25 403.25 401.50 403.50 6 Lissabon 108.10 108.90 108.10 108.90 5½ London 118.20 118.80 118.85 117.25 2 Madrid 327.— 329.— 327.— 329.— 6 Mailand 205.90 206.10 205.90 206.10 3 Montreal 24.24 24.44 24.24 24.46 New York 23.825 23.925 23.85 23.95 1½ Oslo 583.50 585.50 583.50 585.50 3½ Paris 157.85 158.25 157.85 158.25 2½ Riga 776.50 782.30 778.50 781.50 5 Rio de Jan. 209.— 211.— 209.— 211.— Sofia 29.25 29.35 29.25 29.35 7 Stambul 19.20 19.30 19.20 19.30 Stockholm 598.50 601.50 601.50 604.50 2½ Tallinn 642.— 648.— 642.— 648.— 5½ Warschau 452.375 454.375 452.375 454.375 5 Wien 569.15 570.65 569.15 570.65 4½ Zürich 780.25 782.25 780.20 782.20 2 xyxy=(95,188,431,598)
industrie-text: Industrie ungar. 98.25 (—), Semperit 33 (—), Trefferanleihe gr. St. 410 (411), dto. fl. St. 85 (85), 3.5proz. Bundesschuldverschr. Obligationen d. Lpfandbriefe 76 (98.50). 4.5proz. dto. 84 (84). xyxy=(442,155,831,198)
devisen-row: Kopenhagen 529.50 529.50 529.50 530.50 3 xyxy=(96,355,430,366)
devisen-row: Oslo 583.50 585.50 583.50 585.50 3½ xyxy=(96,458,430,469)
effekten-row: Deutsch. Erdöl 108.— 108.75 xyxy=(841,340,1031,349)
budapest-title: Budapester Produktenbörse xyxy=(1311,504,1493,518)
effekten-row: Metallgesellschaft — xyxy=(1038,218,1228,228)
pressburg-text: Pressburg, 11. Oktober. Donauweizen verkehrt und versteuert, Waggon Pressburg-Komorn 120—122, dto. März prompt ex Schleppe Pressburg-Komorn 56—58, Gerste, Waggon Pressburg-Komorn 117—118, Viktoriaerbsen 175—185, dto. kleinkörnige 180—190, neue grüne Erbsen 145—150, dto. gebrochen 110—115, Mais neuer Banater 270—290, dto. gelber 290—330, Weizenkleie 275—280, Weizenmehl Null: 0 und 0G 235—240, dto. 0 235—240, dto. 1 245, dto. 6 195—200, dto. 8 160—165, Roggenmehl 0 230—240, dto. 6 145—155, dto. 7 135—140, dto. 7¼ 130, dto. 8 125, Roggenfuttermehl 6proz. 170—175, dto. 70proz. xyxy=(840,1105,1229,1264)
waren-title: Warenmeldungen xyxy=(895,690,1174,723)
devisen-row: Sofia 29.25 29.35 29.25 29.35 7 xyxy=(96,509,430,520)
effekten-row: Gesfürel 114.50 115.— xyxy=(841,417,1031,427)
zucker-row: Mai 4.8 4.7¾ xyxy=(861,990,1124,1001)
devisen-row: New York 23.825 23.925 23.85 23.95 1½ xyxy=(96,445,430,456)
effekten-row: Commerzbank — — xyxy=(1038,539,1228,549)
london-sub: Gehalten xyxy=(607,238,665,251)
effekten-row: Leonhard Tietz — — xyxy=(1038,417,1228,427)
novel-paragraph: Unser Platz an dem Boot ist beschränkt. Wir können nur solche mitnehmen, denen noch zu helfen ist.“ Schon wandte er sich ab. Allerloh berührte ihn: „Dein Freund“, nahm den etwas erstaunt blickenden Soldaten die Feldflasche aus dem Gurt und reichte sie dem Sterbenden. Der Verwundete trank. Das Wasser rann ihm aus den Mundwinkeln. Er lächelte Allerloh dankbar zu. Sein Atem ging ruhiger. xyxy=(95,1986,454,2087)
produkten-text: 165—170, Weizenfuttermehl 90—95, Roggenfuttermehl 85—92, Kleie 75—80, Schweinefett 1175—1180, ungarischer Schweinefett 1195—1205, ungar. Rückenspeck 965—1015, amer. Rückenspeck 985—1050, inländ. getrocknete Rübenschnitte 68—70, Zucker Kristall 65, Weizenkleie 60, Marktberichte Pressburg 90—95, Weizenkleie Pressburg 90—98, Luzernsaat natur 650—750, Industriekartoffeln 35—40, Speisekartoffeln rote 25—28 und weiße 24—27. Tendenz unverändert, Verkehr mäßig. xyxy=(1238,155,1566,300)
berlin-produkten-text: Berlin, 11. Oktober. Bei kleinem Angebot war die Umsatztätigkeit im Rahmen der letzten Tage. Die Nachfrage nach Brotgetreide hat sich wenig belebt. Die Mühlen bleiben zurückhaltend, da das Mehlgeschäft ruhig liegt. Einiges Interesse zeigte sich für Gerste und Hafer. Die Umsätze von Weizen und Roggen in einigen Provinzen waren gering. Weizenmehl und Roggenmehl lagen unverändert. Am Futtermittelmarkt blieb die Lage unverändert, Kleie war gesucht. Die Preise für Hafer und Gerste zogen etwas an. Berliner Mühlen zeigen etwas mehr Interesse für Brotgetreide. Kleie bleibt weiter gesucht und knapp. xyxy=(1238,324,1566,498)
effekten-row: Montecatini — 32.— xyxy=(1038,229,1228,239)
effekten-row: Hansa Dampf — — xyxy=(1038,484,1228,493)
schweine-text: Prag, 11. Oktober. Auf den heutigen Markt wurden 127 Schweine aufgetrieben, und zwar: 14 inländische Schweine zu 5.90, 35 slowakische Schweine, 78 ungarische Bakonyer von 6 bis 6.70, ausnahmsweise 7 Kč. Tendenz flau. xyxy=(1238,946,1566,1018)
gebundene-row: Tallinn 628. 630. 628. 634. xyxy=(96,673,430,684)
